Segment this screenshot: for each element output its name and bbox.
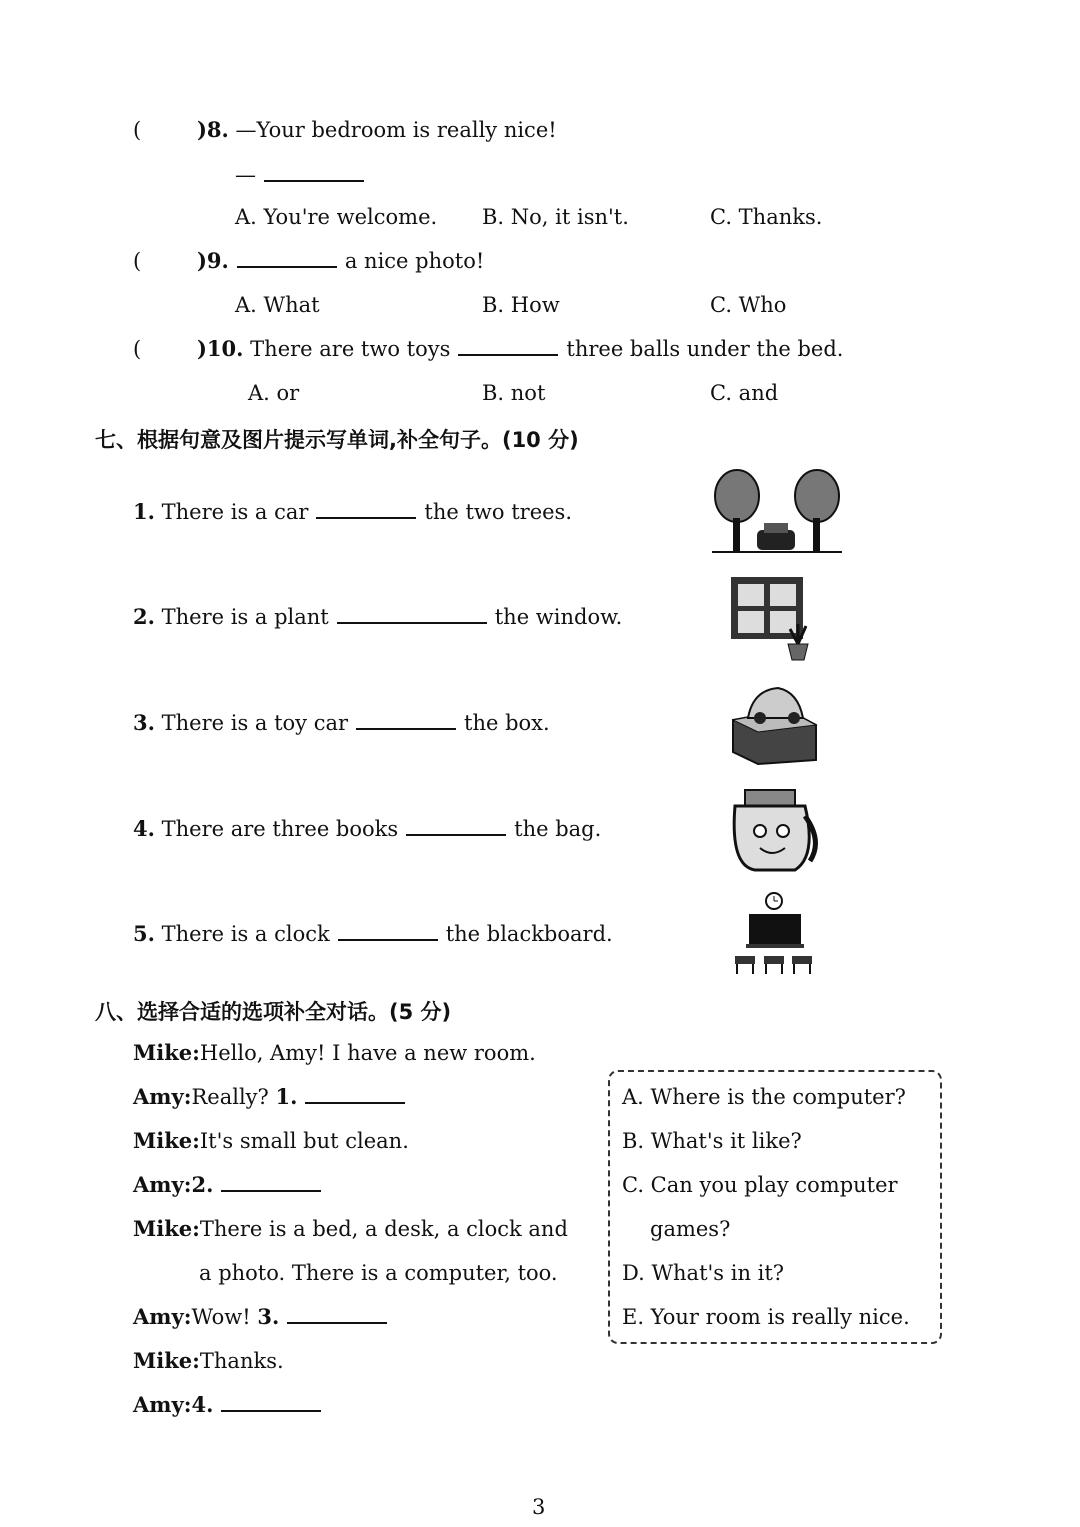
item-text: There is a car (161, 500, 309, 524)
option-c: C. Thanks. (710, 205, 823, 229)
item-5 (133, 921, 613, 947)
option-a: A. You're welcome. (235, 205, 438, 229)
blank-number: 1. (275, 1084, 298, 1109)
answer-blank[interactable] (221, 1172, 321, 1192)
item-number: 4. (133, 816, 155, 841)
dialogue-line (133, 1040, 536, 1066)
item-4 (133, 816, 601, 842)
speaker: Amy: (133, 1084, 192, 1109)
blank-number: 3. (257, 1304, 280, 1329)
item-text: the blackboard. (445, 922, 613, 946)
option-c: C. Who (710, 293, 787, 317)
answer-blank[interactable] (305, 1084, 405, 1104)
option-c: C. Can you play computer (622, 1173, 898, 1197)
answer-blank[interactable] (287, 1304, 387, 1324)
item-text: There is a toy car (161, 711, 349, 735)
option-b: B. not (482, 381, 546, 405)
dialogue-line (133, 1084, 413, 1110)
item-text: There is a clock (161, 922, 330, 946)
question-number: )8. (197, 117, 229, 142)
speaker: Mike: (133, 1348, 200, 1373)
answer-paren: ( (133, 118, 142, 142)
section-7-heading: 七、根据句意及图片提示写单词,补全句子。(10 分) (95, 428, 579, 452)
answer-blank[interactable] (264, 162, 364, 182)
line-text: There is a bed, a desk, a clock and (199, 1217, 568, 1241)
clock-blackboard-image (732, 890, 817, 978)
question-8 (197, 117, 557, 143)
option-a: A. Where is the computer? (622, 1085, 906, 1109)
answer-blank[interactable] (337, 604, 487, 624)
item-text: There is a plant (161, 605, 329, 629)
line-text: Really? (191, 1085, 269, 1109)
question-number: )10. (197, 336, 244, 361)
trees-car-image (712, 468, 842, 556)
answer-blank[interactable] (237, 248, 337, 268)
line-text: Thanks. (199, 1349, 284, 1373)
answer-blank[interactable] (458, 336, 558, 356)
question-text: There are two toys (250, 337, 451, 361)
blank-number: 2. (191, 1172, 214, 1197)
item-1 (133, 499, 572, 525)
item-number: 5. (133, 921, 155, 946)
item-number: 1. (133, 499, 155, 524)
item-number: 3. (133, 710, 155, 735)
line-text: Wow! (191, 1305, 251, 1329)
dash: — (235, 163, 256, 187)
answer-blank[interactable] (221, 1392, 321, 1412)
dialogue-line (133, 1304, 395, 1330)
dialogue-line (133, 1128, 409, 1154)
options-box (608, 1070, 942, 1344)
bag-books-image (725, 786, 820, 874)
question-10 (197, 336, 843, 362)
item-text: the two trees. (424, 500, 573, 524)
option-a: A. or (248, 381, 300, 405)
speaker: Amy: (133, 1392, 192, 1417)
item-2 (133, 604, 622, 630)
option-b: B. No, it isn't. (482, 205, 629, 229)
line-text: a photo. There is a computer, too. (199, 1261, 558, 1285)
dialogue-line (133, 1216, 568, 1242)
item-text: the window. (494, 605, 623, 629)
answer-blank[interactable] (338, 921, 438, 941)
answer-paren: ( (133, 249, 142, 273)
line-text: Hello, Amy! I have a new room. (199, 1041, 536, 1065)
option-c: C. and (710, 381, 779, 405)
speaker: Mike: (133, 1040, 200, 1065)
question-number: )9. (197, 248, 229, 273)
speaker: Mike: (133, 1128, 200, 1153)
item-3 (133, 710, 550, 736)
answer-blank[interactable] (406, 816, 506, 836)
car-on-box-image (728, 680, 820, 766)
question-text: three balls under the bed. (566, 337, 844, 361)
section-8-heading: 八、选择合适的选项补全对话。(5 分) (95, 1000, 452, 1024)
item-text: the bag. (514, 817, 602, 841)
question-text: a nice photo! (344, 249, 485, 273)
speaker: Mike: (133, 1216, 200, 1241)
option-b: B. What's it like? (622, 1129, 802, 1153)
item-text: There are three books (161, 817, 399, 841)
page-number: 3 (532, 1495, 546, 1519)
answer-blank[interactable] (316, 499, 416, 519)
option-a: A. What (235, 293, 320, 317)
speaker: Amy: (133, 1304, 192, 1329)
dialogue-line (133, 1172, 329, 1198)
option-d: D. What's in it? (622, 1261, 785, 1285)
item-number: 2. (133, 604, 155, 629)
blank-number: 4. (191, 1392, 214, 1417)
item-text: the box. (464, 711, 550, 735)
question-9 (197, 248, 484, 274)
speaker: Amy: (133, 1172, 192, 1197)
answer-blank[interactable] (356, 710, 456, 730)
dialogue-line (133, 1348, 284, 1374)
option-b: B. How (482, 293, 560, 317)
option-e: E. Your room is really nice. (622, 1305, 910, 1329)
answer-paren: ( (133, 337, 142, 361)
window-plant-image (728, 574, 813, 662)
dialogue-line (199, 1260, 558, 1286)
dialogue-line (133, 1392, 329, 1418)
reply-line (235, 162, 372, 188)
question-text: —Your bedroom is really nice! (235, 118, 557, 142)
option-c-continued: games? (650, 1217, 731, 1241)
line-text: It's small but clean. (199, 1129, 409, 1153)
